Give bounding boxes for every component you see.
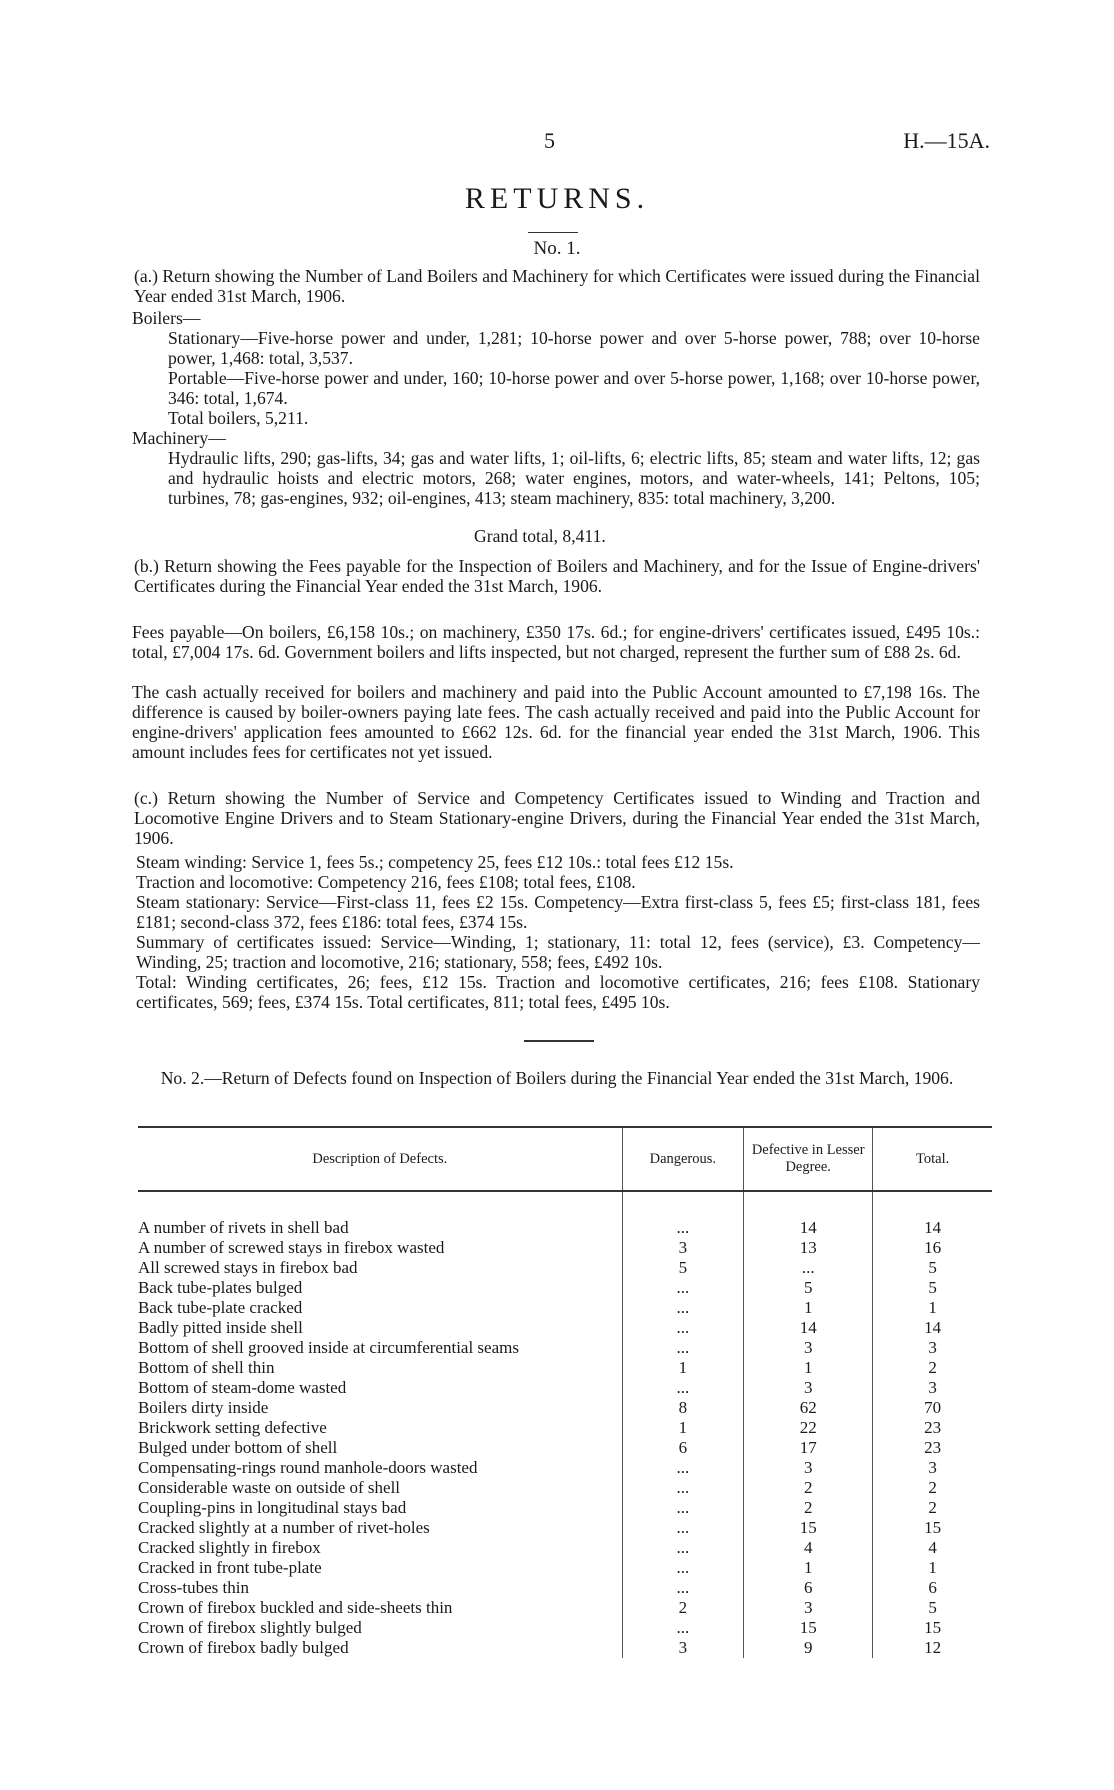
lesser-degree-count: 22 — [744, 1418, 873, 1438]
total-count: 2 — [873, 1358, 992, 1378]
dangerous-count: ... — [622, 1298, 743, 1318]
lesser-degree-count: ... — [744, 1258, 873, 1278]
lesser-degree-count: 2 — [744, 1478, 873, 1498]
lesser-degree-count: 15 — [744, 1618, 873, 1638]
table-row — [138, 1558, 992, 1578]
page-number: 5 — [544, 128, 555, 153]
dangerous-count: ... — [622, 1458, 743, 1478]
defect-description: Crown of firebox badly bulged — [138, 1638, 349, 1657]
dangerous-count: 1 — [622, 1418, 743, 1438]
total-count: 2 — [873, 1498, 992, 1518]
defect-description: Bulged under bottom of shell — [138, 1438, 338, 1457]
dangerous-count: ... — [622, 1558, 743, 1578]
cash-received: The cash actually received for boilers and machinery and paid into the Public Account amounted to £7,198 16s. The difference is caused by boiler-owners paying late fees. The cash actually received and paid into the Public Account for engine-drivers' application fees amounted to £662 12s. 6d. for the financial year ended the 31st March, 1906. This amount includes fees for certificates not yet issued. — [132, 682, 980, 762]
lesser-degree-count: 3 — [744, 1598, 873, 1618]
total-count: 5 — [873, 1278, 992, 1298]
table-row — [138, 1378, 992, 1398]
defect-description: Badly pitted inside shell — [138, 1318, 303, 1337]
defect-description: Cross-tubes thin — [138, 1578, 249, 1597]
dangerous-count: 5 — [622, 1258, 743, 1278]
table-row — [138, 1338, 992, 1358]
table-row — [138, 1398, 992, 1418]
dangerous-count: ... — [622, 1378, 743, 1398]
lesser-degree-count: 15 — [744, 1518, 873, 1538]
total-certificates: Total: Winding certificates, 26; fees, £12 15s. Traction and locomotive certificates, 216; fees £108. Stationary certificates, 569; fees, £374 15s. Total certificates, 811; total fees, £495 10s. — [136, 972, 980, 1012]
total-count: 70 — [873, 1398, 992, 1418]
dangerous-count: ... — [622, 1278, 743, 1298]
lesser-degree-count: 2 — [744, 1498, 873, 1518]
lesser-degree-count: 1 — [744, 1298, 873, 1318]
dangerous-count: ... — [622, 1618, 743, 1638]
return-b-heading: (b.) Return showing the Fees payable for the Inspection of Boilers and Machinery, and for the Issue of Engine-drivers' Certificates during the Financial Year ended the 31st March, 1906. — [134, 556, 980, 596]
lesser-degree-count: 6 — [744, 1578, 873, 1598]
stationary-boilers: Stationary—Five-horse power and under, 1,281; 10-horse power and over 5-horse power, 788; over 10-horse power, 1,468: total, 3,537. — [168, 328, 980, 368]
total-count: 2 — [873, 1478, 992, 1498]
defect-description: Compensating-rings round manhole-doors wasted — [138, 1458, 478, 1477]
table-row — [138, 1358, 992, 1378]
dangerous-count: ... — [622, 1338, 743, 1358]
table-row — [138, 1218, 992, 1238]
total-count: 23 — [873, 1438, 992, 1458]
lesser-degree-count: 9 — [744, 1638, 873, 1658]
fees-payable: Fees payable—On boilers, £6,158 10s.; on machinery, £350 17s. 6d.; for engine-drivers' certificates issued, £495 10s.: total, £7,004 17s. 6d. Government boilers and lifts inspected, but not charged, represent the further sum of £88 2s. 6d. — [132, 622, 980, 662]
lesser-degree-count: 1 — [744, 1358, 873, 1378]
defect-description: Bottom of shell grooved inside at circumferential seams — [138, 1338, 519, 1357]
boilers-label: Boilers— — [132, 308, 201, 328]
total-count: 3 — [873, 1338, 992, 1358]
table-row — [138, 1618, 992, 1638]
total-count: 15 — [873, 1518, 992, 1538]
lesser-degree-count: 14 — [744, 1318, 873, 1338]
lesser-degree-count: 13 — [744, 1238, 873, 1258]
defect-description: Cracked in front tube-plate — [138, 1558, 322, 1577]
machinery-list: Hydraulic lifts, 290; gas-lifts, 34; gas and water lifts, 1; oil-lifts, 6; electric lifts, 85; steam and water lifts, 12; gas and hydraulic hoists and electric motors, 268; water engines, motors, and water-wheels, 141; Peltons, 105; turbines, 78; gas-engines, 932; oil-engines, 413; steam machinery, 835: total machinery, 3,200. — [168, 448, 980, 508]
table-row — [138, 1458, 992, 1478]
defect-description: Crown of firebox slightly bulged — [138, 1618, 362, 1637]
lesser-degree-count: 4 — [744, 1538, 873, 1558]
summary-certificates: Summary of certificates issued: Service—Winding, 1; stationary, 11: total 12, fees (service), £3. Competency—Winding, 25; traction and locomotive, 216; stationary, 558; fees, £492 10s. — [136, 932, 980, 972]
steam-winding: Steam winding: Service 1, fees 5s.; competency 25, fees £12 10s.: total fees £12 15s. — [136, 852, 734, 872]
dangerous-count: ... — [622, 1318, 743, 1338]
table-spacer — [138, 1191, 992, 1218]
table-row — [138, 1578, 992, 1598]
table-row — [138, 1258, 992, 1278]
dangerous-count: 3 — [622, 1638, 743, 1658]
col-lesser-degree: Defective in Lesser Degree. — [744, 1127, 873, 1191]
defects-table — [138, 1126, 992, 1658]
total-count: 3 — [873, 1378, 992, 1398]
defect-description: Bottom of shell thin — [138, 1358, 275, 1377]
dangerous-count: 2 — [622, 1598, 743, 1618]
return-no1-label: No. 1. — [533, 238, 581, 259]
total-count: 6 — [873, 1578, 992, 1598]
grand-total: Grand total, 8,411. — [474, 526, 606, 546]
table-row — [138, 1298, 992, 1318]
defect-description: Back tube-plate cracked — [138, 1298, 303, 1317]
section-rule — [524, 1040, 594, 1042]
defect-description: Boilers dirty inside — [138, 1398, 269, 1417]
machinery-label: Machinery— — [132, 428, 226, 448]
total-count: 1 — [873, 1298, 992, 1318]
table-row — [138, 1498, 992, 1518]
dangerous-count: ... — [622, 1478, 743, 1498]
table-row — [138, 1518, 992, 1538]
total-count: 5 — [873, 1598, 992, 1618]
title-rule — [528, 232, 578, 233]
total-count: 4 — [873, 1538, 992, 1558]
return-a-heading: (a.) Return showing the Number of Land Boilers and Machinery for which Certificates were issued during the Financial Year ended 31st March, 1906. — [134, 266, 980, 306]
table-row — [138, 1238, 992, 1258]
defect-description: All screwed stays in firebox bad — [138, 1258, 358, 1277]
table-row — [138, 1318, 992, 1338]
lesser-degree-count: 5 — [744, 1278, 873, 1298]
defect-description: Crown of firebox buckled and side-sheets thin — [138, 1598, 453, 1617]
table-row — [138, 1598, 992, 1618]
defect-description: Back tube-plates bulged — [138, 1278, 303, 1297]
lesser-degree-count: 62 — [744, 1398, 873, 1418]
table-row — [138, 1278, 992, 1298]
total-count: 3 — [873, 1458, 992, 1478]
table-row — [138, 1478, 992, 1498]
total-count: 5 — [873, 1258, 992, 1278]
page-title: RETURNS. — [464, 182, 650, 215]
dangerous-count: ... — [622, 1538, 743, 1558]
traction-locomotive: Traction and locomotive: Competency 216, fees £108; total fees, £108. — [136, 872, 636, 892]
defect-description: Cracked slightly at a number of rivet-holes — [138, 1518, 430, 1537]
col-total: Total. — [873, 1127, 992, 1191]
total-count: 16 — [873, 1238, 992, 1258]
defect-description: Coupling-pins in longitudinal stays bad — [138, 1498, 407, 1517]
dangerous-count: 6 — [622, 1438, 743, 1458]
defect-description: Brickwork setting defective — [138, 1418, 327, 1437]
total-count: 14 — [873, 1218, 992, 1238]
table-row — [138, 1418, 992, 1438]
lesser-degree-count: 3 — [744, 1338, 873, 1358]
defect-description: Bottom of steam-dome wasted — [138, 1378, 347, 1397]
paper-reference: H.—15A. — [903, 128, 990, 153]
dangerous-count: 1 — [622, 1358, 743, 1378]
dangerous-count: 8 — [622, 1398, 743, 1418]
table-row — [138, 1438, 992, 1458]
lesser-degree-count: 3 — [744, 1378, 873, 1398]
lesser-degree-count: 14 — [744, 1218, 873, 1238]
defect-description: Cracked slightly in firebox — [138, 1538, 321, 1557]
portable-boilers: Portable—Five-horse power and under, 160; 10-horse power and over 5-horse power, 1,168; over 10-horse power, 346: total, 1,674. — [168, 368, 980, 408]
dangerous-count: ... — [622, 1218, 743, 1238]
total-count: 1 — [873, 1558, 992, 1578]
total-count: 15 — [873, 1618, 992, 1638]
total-boilers: Total boilers, 5,211. — [168, 408, 309, 428]
table-row — [138, 1538, 992, 1558]
defect-description: A number of screwed stays in firebox wasted — [138, 1238, 445, 1257]
dangerous-count: ... — [622, 1498, 743, 1518]
total-count: 12 — [873, 1638, 992, 1658]
return-c-heading: (c.) Return showing the Number of Service and Competency Certificates issued to Winding and Traction and Locomotive Engine Drivers and to Steam Stationary-engine Drivers, during the Financial Year ended the 31st March, 1906. — [134, 788, 980, 848]
steam-stationary: Steam stationary: Service—First-class 11, fees £2 15s. Competency—Extra first-class 5, fees £5; first-class 181, fees £181; second-class 372, fees £186: total fees, £374 15s. — [136, 892, 980, 932]
lesser-degree-count: 17 — [744, 1438, 873, 1458]
lesser-degree-count: 3 — [744, 1458, 873, 1478]
dangerous-count: 3 — [622, 1238, 743, 1258]
return-no2-heading: No. 2.—Return of Defects found on Inspection of Boilers during the Financial Year ended the 31st March, 1906. — [160, 1068, 954, 1088]
dangerous-count: ... — [622, 1578, 743, 1598]
lesser-degree-count: 1 — [744, 1558, 873, 1578]
total-count: 14 — [873, 1318, 992, 1338]
col-dangerous: Dangerous. — [622, 1127, 743, 1191]
table-row — [138, 1638, 992, 1658]
defect-description: Considerable waste on outside of shell — [138, 1478, 401, 1497]
dangerous-count: ... — [622, 1518, 743, 1538]
col-description: Description of Defects. — [138, 1127, 622, 1191]
total-count: 23 — [873, 1418, 992, 1438]
defect-description: A number of rivets in shell bad — [138, 1218, 349, 1237]
table-header — [138, 1127, 992, 1191]
